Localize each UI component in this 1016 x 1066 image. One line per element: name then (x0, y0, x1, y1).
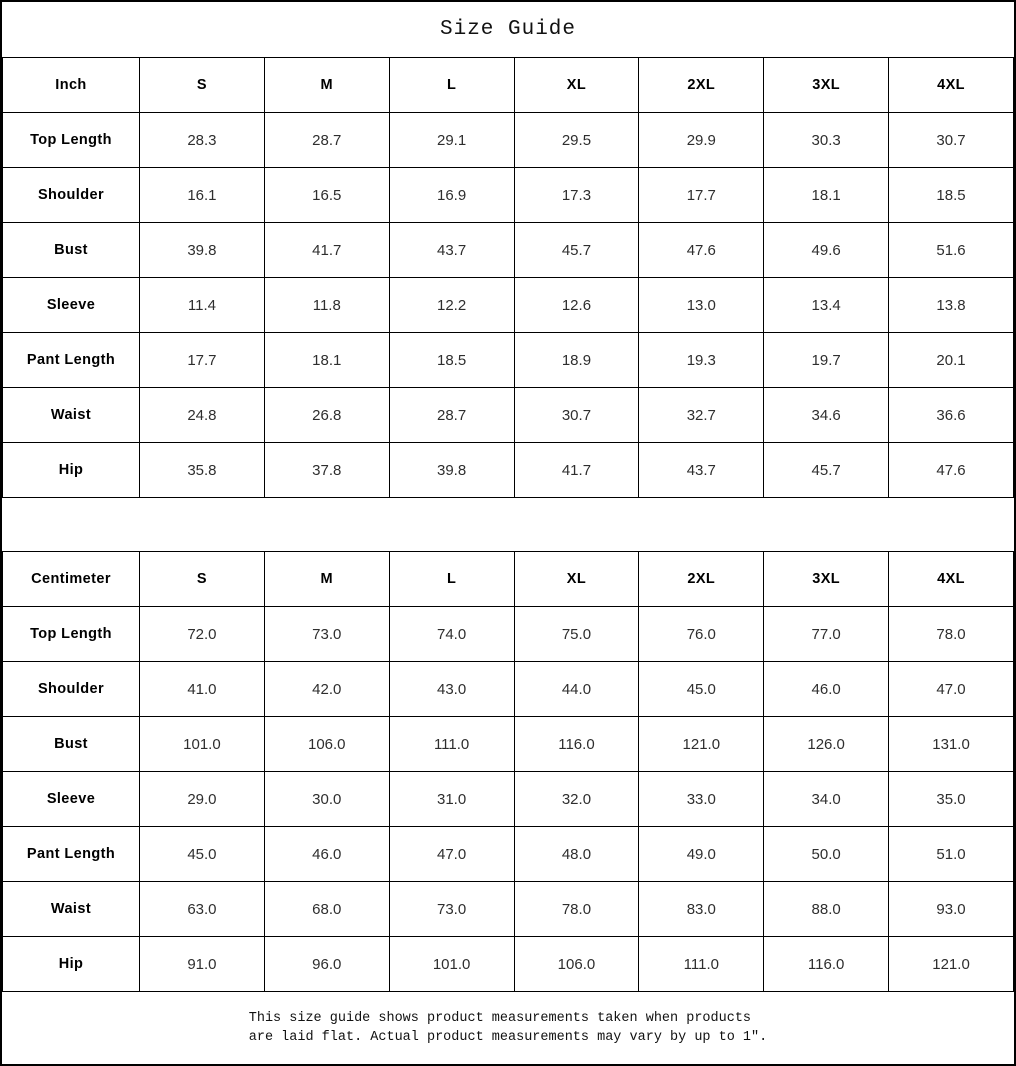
value-cell: 24.8 (140, 388, 265, 443)
row-label-cell: Bust (3, 223, 140, 278)
value-cell: 30.7 (889, 113, 1014, 168)
row-label-cell: Hip (3, 443, 140, 498)
footer-note-line2: are laid flat. Actual product measurements may vary by up to 1″. (248, 1030, 768, 1045)
value-cell: 35.0 (889, 772, 1014, 827)
value-cell: 16.1 (140, 168, 265, 223)
size-header-cell: 4XL (889, 552, 1014, 607)
size-table-inch (2, 57, 1014, 498)
value-cell: 12.6 (514, 278, 639, 333)
value-cell: 30.3 (764, 113, 889, 168)
value-cell: 111.0 (639, 937, 764, 992)
size-table-centimeter (2, 551, 1014, 992)
value-cell: 45.7 (514, 223, 639, 278)
size-header-cell: 3XL (764, 552, 889, 607)
size-header-cell: XL (514, 552, 639, 607)
value-cell: 106.0 (514, 937, 639, 992)
value-cell: 39.8 (389, 443, 514, 498)
value-cell: 43.0 (389, 662, 514, 717)
size-header-cell: 2XL (639, 58, 764, 113)
value-cell: 28.7 (389, 388, 514, 443)
value-cell: 63.0 (140, 882, 265, 937)
table-row (3, 113, 1014, 168)
value-cell: 13.0 (639, 278, 764, 333)
value-cell: 72.0 (140, 607, 265, 662)
header-row (3, 58, 1014, 113)
row-label-cell: Shoulder (3, 662, 140, 717)
value-cell: 74.0 (389, 607, 514, 662)
value-cell: 28.7 (264, 113, 389, 168)
footer-note (2, 992, 1014, 1064)
value-cell: 46.0 (264, 827, 389, 882)
value-cell: 83.0 (639, 882, 764, 937)
value-cell: 13.4 (764, 278, 889, 333)
value-cell: 11.4 (140, 278, 265, 333)
row-label-cell: Shoulder (3, 168, 140, 223)
value-cell: 35.8 (140, 443, 265, 498)
value-cell: 51.0 (889, 827, 1014, 882)
value-cell: 29.0 (140, 772, 265, 827)
value-cell: 29.1 (389, 113, 514, 168)
value-cell: 78.0 (514, 882, 639, 937)
value-cell: 44.0 (514, 662, 639, 717)
table-row (3, 333, 1014, 388)
table-row (3, 443, 1014, 498)
size-header-cell: S (140, 552, 265, 607)
value-cell: 101.0 (140, 717, 265, 772)
value-cell: 45.7 (764, 443, 889, 498)
value-cell: 126.0 (764, 717, 889, 772)
value-cell: 46.0 (764, 662, 889, 717)
value-cell: 121.0 (639, 717, 764, 772)
table-row (3, 827, 1014, 882)
value-cell: 49.0 (639, 827, 764, 882)
value-cell: 39.8 (140, 223, 265, 278)
row-label-cell: Waist (3, 882, 140, 937)
value-cell: 91.0 (140, 937, 265, 992)
value-cell: 75.0 (514, 607, 639, 662)
value-cell: 47.0 (389, 827, 514, 882)
value-cell: 47.6 (639, 223, 764, 278)
value-cell: 17.7 (639, 168, 764, 223)
value-cell: 30.7 (514, 388, 639, 443)
value-cell: 116.0 (514, 717, 639, 772)
table-row (3, 607, 1014, 662)
row-label-cell: Sleeve (3, 772, 140, 827)
row-label-cell: Sleeve (3, 278, 140, 333)
value-cell: 19.7 (764, 333, 889, 388)
value-cell: 13.8 (889, 278, 1014, 333)
value-cell: 131.0 (889, 717, 1014, 772)
table-gap (2, 498, 1014, 551)
table-row (3, 168, 1014, 223)
value-cell: 47.6 (889, 443, 1014, 498)
value-cell: 34.0 (764, 772, 889, 827)
row-label-cell: Bust (3, 717, 140, 772)
value-cell: 77.0 (764, 607, 889, 662)
size-header-cell: 2XL (639, 552, 764, 607)
size-header-cell: XL (514, 58, 639, 113)
value-cell: 17.3 (514, 168, 639, 223)
value-cell: 29.5 (514, 113, 639, 168)
row-label-cell: Top Length (3, 113, 140, 168)
value-cell: 18.5 (889, 168, 1014, 223)
value-cell: 17.7 (140, 333, 265, 388)
value-cell: 43.7 (639, 443, 764, 498)
value-cell: 18.1 (764, 168, 889, 223)
size-header-cell: L (389, 552, 514, 607)
value-cell: 16.5 (264, 168, 389, 223)
table-row (3, 388, 1014, 443)
value-cell: 88.0 (764, 882, 889, 937)
value-cell: 49.6 (764, 223, 889, 278)
table-row (3, 717, 1014, 772)
value-cell: 50.0 (764, 827, 889, 882)
value-cell: 32.7 (639, 388, 764, 443)
value-cell: 18.5 (389, 333, 514, 388)
value-cell: 32.0 (514, 772, 639, 827)
value-cell: 111.0 (389, 717, 514, 772)
table-row (3, 662, 1014, 717)
row-label-cell: Pant Length (3, 827, 140, 882)
value-cell: 45.0 (639, 662, 764, 717)
size-header-cell: S (140, 58, 265, 113)
value-cell: 41.0 (140, 662, 265, 717)
value-cell: 20.1 (889, 333, 1014, 388)
value-cell: 26.8 (264, 388, 389, 443)
value-cell: 47.0 (889, 662, 1014, 717)
value-cell: 16.9 (389, 168, 514, 223)
value-cell: 29.9 (639, 113, 764, 168)
value-cell: 19.3 (639, 333, 764, 388)
value-cell: 45.0 (140, 827, 265, 882)
value-cell: 28.3 (140, 113, 265, 168)
value-cell: 93.0 (889, 882, 1014, 937)
value-cell: 34.6 (764, 388, 889, 443)
row-label-cell: Pant Length (3, 333, 140, 388)
header-row (3, 552, 1014, 607)
value-cell: 36.6 (889, 388, 1014, 443)
value-cell: 116.0 (764, 937, 889, 992)
page-title: Size Guide (439, 18, 577, 41)
row-label-cell: Waist (3, 388, 140, 443)
value-cell: 37.8 (264, 443, 389, 498)
value-cell: 101.0 (389, 937, 514, 992)
size-header-cell: 4XL (889, 58, 1014, 113)
value-cell: 73.0 (389, 882, 514, 937)
table-row (3, 937, 1014, 992)
value-cell: 43.7 (389, 223, 514, 278)
value-cell: 96.0 (264, 937, 389, 992)
value-cell: 42.0 (264, 662, 389, 717)
value-cell: 12.2 (389, 278, 514, 333)
table-row (3, 772, 1014, 827)
row-label-cell: Top Length (3, 607, 140, 662)
value-cell: 68.0 (264, 882, 389, 937)
value-cell: 51.6 (889, 223, 1014, 278)
value-cell: 31.0 (389, 772, 514, 827)
value-cell: 48.0 (514, 827, 639, 882)
footer-note-line1: This size guide shows product measurements taken when products (248, 1011, 752, 1026)
value-cell: 41.7 (264, 223, 389, 278)
table-row (3, 278, 1014, 333)
size-header-cell: M (264, 58, 389, 113)
size-header-cell: M (264, 552, 389, 607)
row-label-cell: Hip (3, 937, 140, 992)
value-cell: 18.1 (264, 333, 389, 388)
size-header-cell: 3XL (764, 58, 889, 113)
value-cell: 78.0 (889, 607, 1014, 662)
value-cell: 18.9 (514, 333, 639, 388)
value-cell: 30.0 (264, 772, 389, 827)
value-cell: 41.7 (514, 443, 639, 498)
unit-header-cell: Centimeter (3, 552, 140, 607)
value-cell: 73.0 (264, 607, 389, 662)
value-cell: 33.0 (639, 772, 764, 827)
unit-header-cell: Inch (3, 58, 140, 113)
table-row (3, 882, 1014, 937)
size-header-cell: L (389, 58, 514, 113)
value-cell: 76.0 (639, 607, 764, 662)
table-row (3, 223, 1014, 278)
value-cell: 11.8 (264, 278, 389, 333)
value-cell: 106.0 (264, 717, 389, 772)
value-cell: 121.0 (889, 937, 1014, 992)
